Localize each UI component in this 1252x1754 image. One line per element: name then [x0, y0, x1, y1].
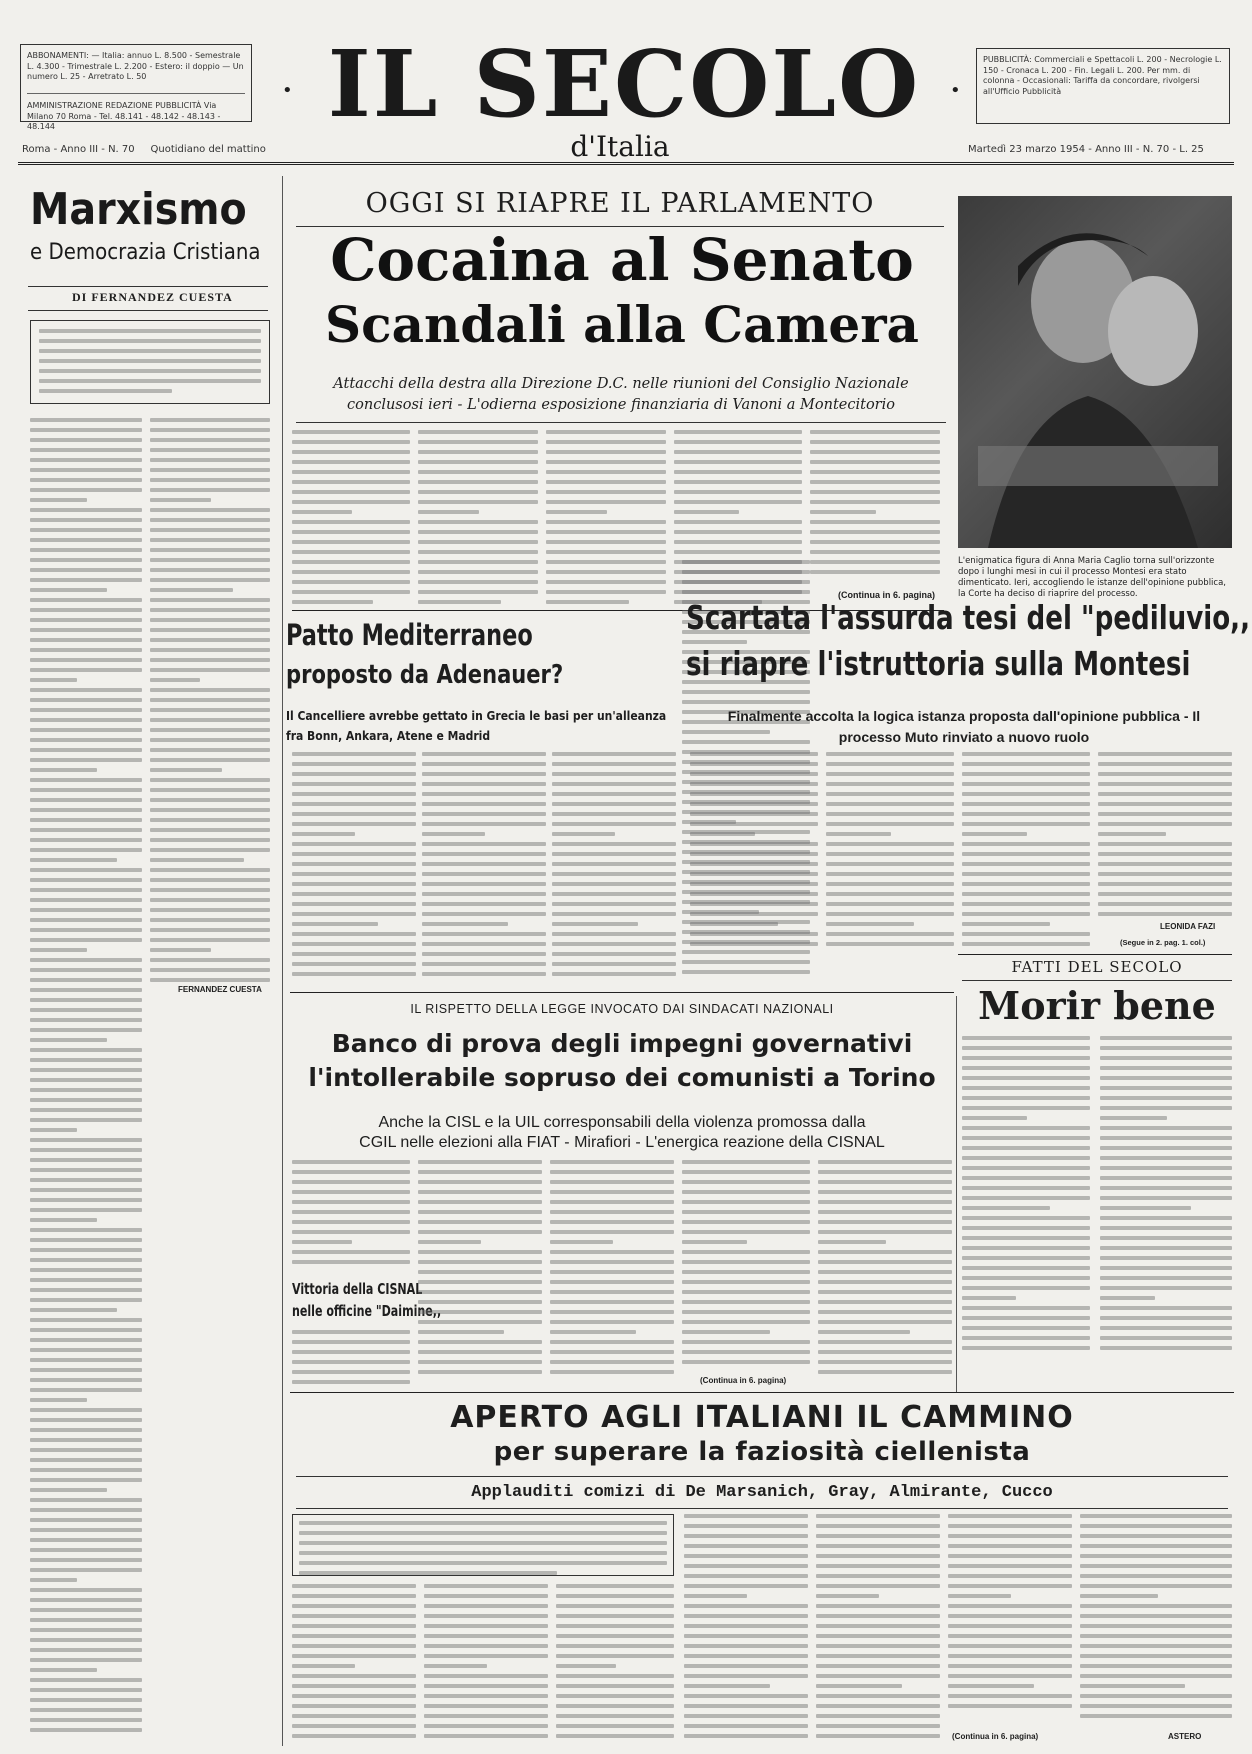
bottom-continued: (Continua in 6. pagina) [952, 1732, 1039, 1741]
masthead-star-left: • [282, 80, 293, 101]
cisnal-sidebar-title-2: nelle officine "Daimine,, [292, 1302, 442, 1320]
bottom-intro-box [292, 1514, 674, 1576]
editorial-col-2 [150, 418, 270, 988]
advertising-box [976, 48, 1230, 124]
lead-continued: (Continua in 6. pagina) [838, 590, 935, 600]
montesi-col-2 [826, 752, 954, 952]
montesi-col-4 [1098, 752, 1232, 922]
torino-headline-2: l'intollerabile sopruso dei comunisti a Torino [308, 1063, 936, 1092]
photo-caption: L'enigmatica figura di Anna Maria Caglio torna sull'orizzonte dopo i lunghi mesi in cui il processo Montesi era stato dimenticato. Ieri, accogliendo le istanze dell'opinione pubblica, la Corte ha deciso di riaprire del processo. [958, 556, 1226, 599]
subscription-box [20, 44, 252, 131]
masthead-title: IL SECOLO [327, 30, 921, 138]
masthead-rule [18, 162, 1234, 165]
bottom-col-2 [424, 1584, 548, 1744]
pact-col-2 [422, 752, 546, 984]
bottom-col-1 [292, 1584, 416, 1744]
lead-headline-1: Cocaina al Senato [330, 226, 914, 294]
editorial-title: Marxismo [30, 184, 247, 235]
montesi-col-3 [962, 752, 1090, 952]
montesi-deck: Finalmente accolta la logica istanza proposta dall'opinione pubblica - Il processo Muto rinviato a nuovo ruolo [727, 708, 1201, 745]
portrait-illustration [958, 196, 1232, 548]
bottom-signature: ASTERO [1168, 1732, 1202, 1741]
montesi-headline-2: si riapre l'istruttoria sulla Montesi [686, 644, 1191, 683]
fatti-col-2 [1100, 1036, 1232, 1356]
fatti-kicker: FATTI DEL SECOLO [1011, 958, 1183, 976]
fatti-col-1 [962, 1036, 1090, 1356]
torino-continued: (Continua in 6. pagina) [700, 1376, 787, 1385]
pact-deck: Il Cancelliere avrebbe gettato in Grecia le basi per un'alleanza fra Bonn, Ankara, Atene e Madrid [286, 709, 667, 743]
editorial-subtitle: e Democrazia Cristiana [30, 240, 261, 265]
montesi-continued: (Segue in 2. pag. 1. col.) [1120, 938, 1206, 947]
montesi-col-1 [690, 752, 818, 952]
lead-col-3 [546, 430, 666, 610]
pact-col-1 [292, 752, 416, 984]
lead-col-5 [810, 430, 940, 580]
editorial-byline: DI FERNANDEZ CUESTA [72, 290, 233, 304]
torino-headline-1: Banco di prova degli impegni governativi [331, 1029, 913, 1058]
cisnal-sidebar-text [292, 1330, 410, 1390]
dateline-left: Roma - Anno III - N. 70 Quotidiano del mattino [22, 144, 266, 155]
editorial-intro-box [30, 320, 270, 404]
bottom-col-5 [816, 1514, 940, 1744]
editorial-signature: FERNANDEZ CUESTA [178, 985, 262, 994]
news-photo [958, 196, 1232, 548]
montesi-signature: LEONIDA FAZI [1160, 922, 1216, 931]
editorial-col-1 [30, 418, 142, 1743]
torino-deck-1: Anche la CISL e la UIL corresponsabili della violenza promossa dalla [378, 1114, 866, 1131]
torino-col-4 [682, 1160, 810, 1370]
bottom-col-3 [556, 1584, 674, 1744]
bottom-col-6 [948, 1514, 1072, 1722]
cisnal-sidebar-title-1: Vittoria della CISNAL [292, 1280, 423, 1298]
lead-deck: Attacchi della destra alla Direzione D.C. nelle riunioni del Consiglio Nazionale conclusosi ieri - L'odierna esposizione finanziaria di Vanoni a Montecitorio [333, 376, 909, 413]
masthead-subtitle: d'Italia [570, 130, 670, 163]
administration-text: AMMINISTRAZIONE REDAZIONE PUBBLICITÀ Via Milano 70 Roma - Tel. 48.141 - 48.142 - 48.143 - 48.144 [27, 101, 221, 131]
bottom-deck: Applauditi comizi di De Marsanich, Gray, Almirante, Cucco [471, 1483, 1053, 1502]
dateline-right: Martedì 23 marzo 1954 - Anno III - N. 70 - L. 25 [968, 144, 1204, 155]
bottom-col-7 [1080, 1514, 1232, 1726]
torino-col-3 [550, 1160, 674, 1388]
torino-col-1 [292, 1160, 410, 1270]
advertising-text: PUBBLICITÀ: Commerciali e Spettacoli L. 200 - Necrologie L. 150 - Cronaca L. 200 - Fin. Legali L. 200. Per mm. di colonna - Occasionali: Tariffa da concordare, rivolgersi all'Ufficio Pubblicità [983, 55, 1222, 96]
bottom-col-4 [684, 1514, 808, 1744]
torino-kicker: IL RISPETTO DELLA LEGGE INVOCATO DAI SINDACATI NAZIONALI [410, 1002, 834, 1016]
subscription-text: ABBONAMENTI: — Italia: annuo L. 8.500 - Semestrale L. 4.300 - Trimestrale L. 2.200 - Estero: il doppio — Un numero L. 25 - Arretrato L. 50 [27, 51, 244, 81]
torino-col-5 [818, 1160, 952, 1388]
pact-headline-2: proposto da Adenauer? [286, 660, 564, 690]
masthead-star-right: • [950, 80, 961, 101]
lead-kicker: OGGI SI RIAPRE IL PARLAMENTO [365, 188, 875, 219]
pact-col-3 [552, 752, 676, 984]
fatti-headline: Morir bene [978, 983, 1216, 1028]
lead-headline-2: Scandali alla Camera [325, 295, 919, 354]
lead-col-2 [418, 430, 538, 610]
bottom-headline-1: APERTO AGLI ITALIANI IL CAMMINO [450, 1400, 1074, 1435]
bottom-headline-2: per superare la faziosità ciellenista [493, 1437, 1031, 1467]
torino-deck-2: CGIL nelle elezioni alla FIAT - Mirafiori - L'energica reazione della CISNAL [359, 1134, 885, 1151]
pact-headline-1: Patto Mediterraneo [286, 618, 533, 652]
lead-col-1 [292, 430, 410, 610]
torino-col-2 [418, 1160, 542, 1388]
montesi-headline-1: Scartata l'assurda tesi del "pediluvio,, [686, 598, 1251, 637]
